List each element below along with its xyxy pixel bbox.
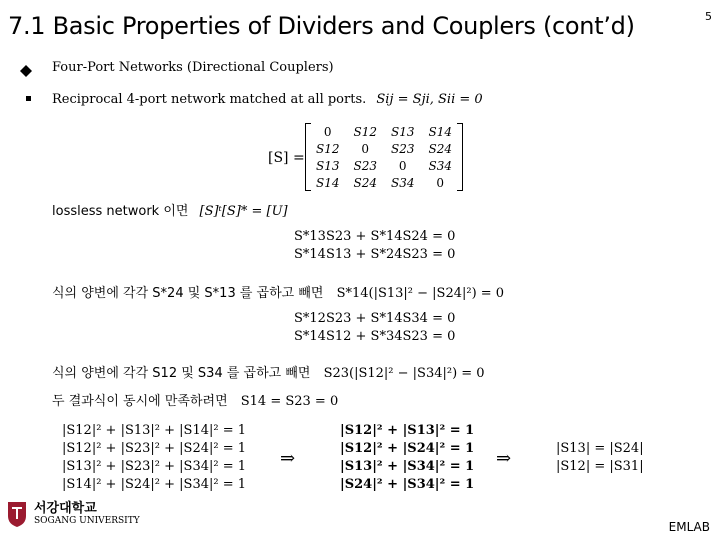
- matrix-cell: S13: [316, 158, 340, 173]
- eq-column-2: [340, 422, 474, 494]
- eq-group-2-line: S*14S12 + S*34S23 = 0: [294, 329, 456, 344]
- eq-group-1: [294, 228, 455, 264]
- bullet-four-port: Four-Port Networks (Directional Couplers): [52, 60, 334, 75]
- eq-col-2-line: |S13|² + |S34|² = 1: [340, 459, 475, 474]
- matrix-cell: 0: [361, 141, 370, 156]
- s-matrix: [305, 123, 463, 191]
- eq-col-2-line: |S12|² + |S24|² = 1: [340, 441, 475, 456]
- implies-arrow-2: ⇒: [496, 448, 512, 469]
- matrix-row: [309, 140, 459, 157]
- eq-group-1-line: S*13S23 + S*14S24 = 0: [294, 229, 456, 244]
- matrix-cell: S23: [353, 158, 377, 173]
- matrix-cell: S12: [353, 124, 377, 139]
- university-logo: [6, 500, 140, 528]
- lossless-math: [S]ᵗ[S]* = [U]: [199, 204, 288, 219]
- matrix-cell: 0: [436, 175, 445, 190]
- matrix-cell: 0: [398, 158, 407, 173]
- matrix-cell: S14: [428, 124, 452, 139]
- eq-col-1-line: |S14|² + |S24|² + |S34|² = 1: [62, 477, 246, 492]
- eq-col-2-line: |S24|² + |S34|² = 1: [340, 477, 475, 492]
- logo-english-text: SOGANG UNIVERSITY: [34, 515, 140, 526]
- eq-col-1-line: |S12|² + |S13|² + |S14|² = 1: [62, 423, 246, 438]
- university-shield-icon: [6, 500, 28, 528]
- matrix-cell: S24: [353, 175, 377, 190]
- matrix-label: [S] =: [268, 150, 305, 166]
- matrix-left-bracket: [305, 123, 311, 191]
- step-1-text: 식의 양변에 각각 S*24 및 S*13 를 곱하고 빼면: [52, 286, 324, 301]
- matrix-cell: 0: [323, 124, 332, 139]
- bullet-reciprocal-text: Reciprocal 4-port network matched at all ports.: [52, 92, 367, 107]
- logo-korean-text: 서강대학교: [34, 500, 97, 516]
- eq-column-3: [556, 440, 644, 476]
- matrix-row: [309, 174, 459, 191]
- step-2-math: S23(|S12|² − |S34|²) = 0: [323, 366, 485, 381]
- matrix-cell: S24: [428, 141, 452, 156]
- eq-col-2-line: |S12|² + |S13|² = 1: [340, 423, 475, 438]
- step-3: [52, 390, 338, 409]
- eq-group-2: [294, 310, 455, 346]
- lossless-text: lossless network 이면: [52, 204, 189, 219]
- lossless-line: [52, 200, 288, 219]
- matrix-cell: S12: [316, 141, 340, 156]
- eq-col-1-line: |S12|² + |S23|² + |S24|² = 1: [62, 441, 246, 456]
- matrix-cell: S13: [391, 124, 415, 139]
- matrix-right-bracket: [457, 123, 463, 191]
- bullet-reciprocal-math: Sij = Sji, Sii = 0: [376, 92, 483, 107]
- eq-col-1-line: |S13|² + |S23|² + |S34|² = 1: [62, 459, 246, 474]
- matrix-cell: S34: [391, 175, 415, 190]
- step-2: [52, 362, 485, 381]
- diamond-bullet-icon: [20, 62, 32, 81]
- bullet-reciprocal: [52, 92, 483, 107]
- eq-group-2-line: S*12S23 + S*14S34 = 0: [294, 311, 456, 326]
- step-1: [52, 282, 504, 301]
- matrix-row: [309, 123, 459, 140]
- step-3-math: S14 = S23 = 0: [240, 394, 339, 409]
- matrix-cell: S14: [316, 175, 340, 190]
- slide-title: 7.1 Basic Properties of Dividers and Couplers (cont’d): [8, 12, 635, 40]
- step-1-math: S*14(|S13|² − |S24|²) = 0: [336, 286, 505, 301]
- footer-lab-name: EMLAB: [668, 520, 710, 534]
- matrix-table: [309, 123, 459, 191]
- step-2-text: 식의 양변에 각각 S12 및 S34 를 곱하고 빼면: [52, 366, 311, 381]
- matrix-cell: S34: [428, 158, 452, 173]
- eq-col-3-line: |S12| = |S31|: [556, 459, 644, 474]
- implies-arrow-1: ⇒: [280, 448, 296, 469]
- eq-column-1: [62, 422, 246, 494]
- matrix-row: [309, 157, 459, 174]
- matrix-cell: S23: [391, 141, 415, 156]
- step-3-text: 두 결과식이 동시에 만족하려면: [52, 394, 228, 409]
- eq-col-3-line: |S13| = |S24|: [556, 441, 644, 456]
- page-number: 5: [705, 10, 712, 23]
- square-bullet-icon: [26, 96, 31, 101]
- eq-group-1-line: S*14S13 + S*24S23 = 0: [294, 247, 456, 262]
